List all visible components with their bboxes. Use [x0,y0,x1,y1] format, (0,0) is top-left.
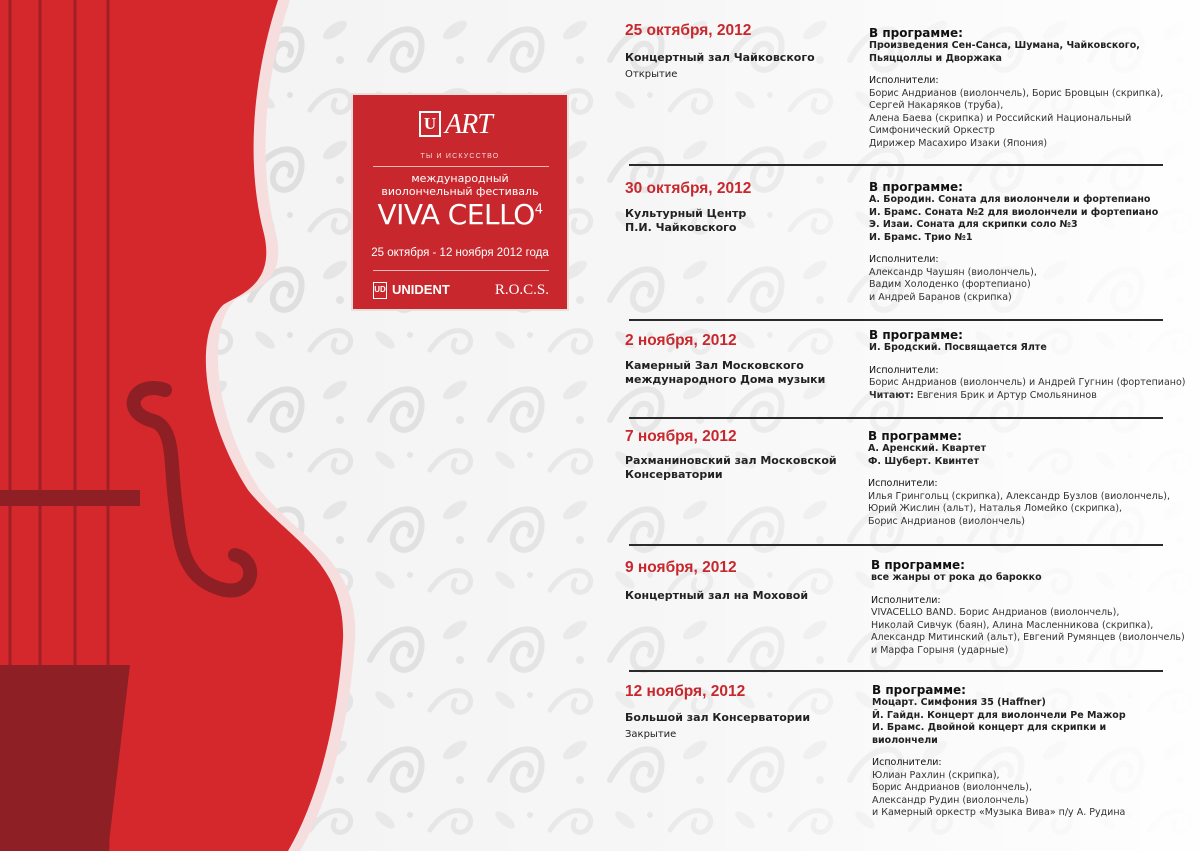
program-works [872,697,1192,747]
performer-line: Юлиан Рахлин (скрипка), [872,769,1000,781]
event-date: 9 ноября, 2012 [625,559,737,576]
event-program [869,329,1189,402]
program-title: В программе: [869,26,963,40]
festival-brand [353,198,567,231]
program-title: В программе: [868,429,962,443]
event-divider [629,319,1163,321]
event-program [869,27,1189,150]
performer-line: Александр Рудин (виолончель) [872,794,1029,806]
festival-dates: 25 октября - 12 ноября 2012 года [371,247,549,259]
event-divider [629,544,1163,546]
event-program [869,181,1189,304]
performer-line: Николай Сивчук (баян), Алина Масленникова (скрипка), [871,619,1154,631]
program-title: В программе: [869,180,963,194]
work-line: Произведения Сен-Санса, Шумана, Чайковского, [869,40,1140,51]
event-divider [629,670,1163,672]
event-date: 2 ноября, 2012 [625,332,737,349]
performers-list [871,607,1191,657]
uart-art-text: ART [445,109,492,140]
event-divider [629,164,1163,166]
event-program [872,684,1192,820]
performer-line: и Марфа Горыня (ударные) [871,644,1009,656]
program-works [868,443,1188,468]
festival-subtitle-line1: международный [411,172,509,185]
uart-u-mark: U [419,111,441,137]
sponsor-unident [373,282,450,299]
program-title: В программе: [871,558,965,572]
event-divider [629,417,1163,419]
performers-title: Исполнители: [871,594,941,606]
festival-subtitle-line2: виолончельный фестиваль [381,185,539,198]
work-line: И. Брамс. Трио №1 [869,231,973,243]
event-venue: Большой зал Консерватории [625,711,811,724]
program-works [871,572,1191,585]
performer-line: и Андрей Баранов (скрипка) [869,291,1012,303]
work-line: все жанры от рока до барокко [871,572,1042,583]
work-line: И. Брамс. Соната №2 для виолончели и фортепиано [869,206,1159,218]
event-venue: Камерный Зал Московского международного Дома музыки [625,359,826,386]
event-date: 12 ноября, 2012 [625,683,746,700]
performer-line: Борис Андрианов (виолончель) [868,515,1025,527]
performers-title: Исполнители: [869,254,939,265]
logo-divider-bottom [373,270,549,271]
event-program [871,559,1191,657]
work-line: Ф. Шуберт. Квинтет [868,455,980,467]
event-venue: Рахманиновский зал Московской Консерватории [625,454,837,481]
event-venue: Концертный зал на Моховой [625,589,809,602]
performer-line: Юрий Жислин (альт), Наталья Ломейко (скрипка), [868,503,1123,514]
festival-subtitle [353,172,567,198]
unident-name: UNIDENT [392,282,450,297]
performers-title: Исполнители: [869,364,939,376]
event-date: 30 октября, 2012 [625,180,752,197]
work-line: Й. Гайдн. Концерт для виолончели Ре Мажор [872,709,1126,721]
performers-list [869,88,1189,151]
performers-list [868,491,1188,529]
readers-line [869,390,1189,403]
performers-title: Исполнители: [869,75,939,86]
performer-line: Илья Грингольц (скрипка), Александр Бузлов (виолончель), [868,490,1171,502]
performer-line: Вадим Холоденко (фортепиано) [869,279,1031,290]
event-venue: Концертный зал Чайковского [625,51,815,64]
unident-mark: UD [373,282,387,299]
performer-line: Симфонический Оркестр [869,125,995,136]
performer-line: и Камерный оркестр «Музыка Вива» п/у А. Рудина [872,807,1126,818]
performer-line: Алена Баева (скрипка) и Российский Национальный [869,112,1132,124]
work-line: Э. Изаи. Соната для скрипки соло №3 [869,219,1078,230]
work-line: И. Брамс. Двойной концерт для скрипки и [872,722,1107,733]
performers-title: Исполнители: [872,757,942,768]
performers-list [869,377,1189,402]
event-note: Закрытие [625,729,677,740]
work-line: И. Бродский. Посвящается Ялте [869,342,1047,353]
performer-line: VIVACELLO BAND. Борис Андрианов (виолончель), [871,607,1120,618]
event-venue: Культурный Центр П.И. Чайковского [625,207,747,234]
performer-line: Александр Чаушян (виолончель), [869,266,1037,278]
uart-tagline: ТЫ И ИСКУССТВО [420,153,500,160]
performer-line: Борис Андрианов (виолончель), [872,782,1032,793]
performer-line: Борис Андрианов (виолончель) и Андрей Гугнин (фортепиано) [869,377,1186,388]
work-line: А. Бородин. Соната для виолончели и фортепиано [869,194,1151,205]
brand-name: VIVA CELLO [377,198,535,231]
work-line: виолончели [872,734,938,746]
program-works [869,194,1189,244]
event-program [868,430,1188,528]
event-note: Открытие [625,69,678,80]
program-title: В программе: [872,683,966,697]
uart-logo [353,109,567,143]
program-title: В программе: [869,328,963,342]
performers-list [869,267,1189,305]
sponsor-rocs: R.O.C.S. [494,282,549,298]
performers-list [872,770,1192,820]
performer-line: Дирижер Масахиро Изаки (Япония) [869,137,1048,149]
festival-logo [351,93,569,311]
work-line: Моцарт. Симфония 35 (Haffner) [872,697,1046,708]
readers-names: Евгения Брик и Артур Смольянинов [913,389,1097,401]
event-date: 25 октября, 2012 [625,22,752,39]
logo-divider [373,166,549,167]
readers-label: Читают: [869,389,914,401]
work-line: Пьяццоллы и Дворжака [869,52,1002,64]
program-works [869,342,1189,355]
performer-line: Борис Андрианов (виолончель), Борис Бровцын (скрипка), [869,87,1164,99]
brand-edition: 4 [534,202,543,218]
performer-line: Сергей Накаряков (труба), [869,100,1004,111]
event-date: 7 ноября, 2012 [625,428,737,445]
performers-title: Исполнители: [868,478,938,489]
work-line: А. Аренский. Квартет [868,443,987,454]
program-works [869,40,1189,65]
performer-line: Александр Митинский (альт), Евгений Румянцев (виолончель) [871,632,1185,643]
